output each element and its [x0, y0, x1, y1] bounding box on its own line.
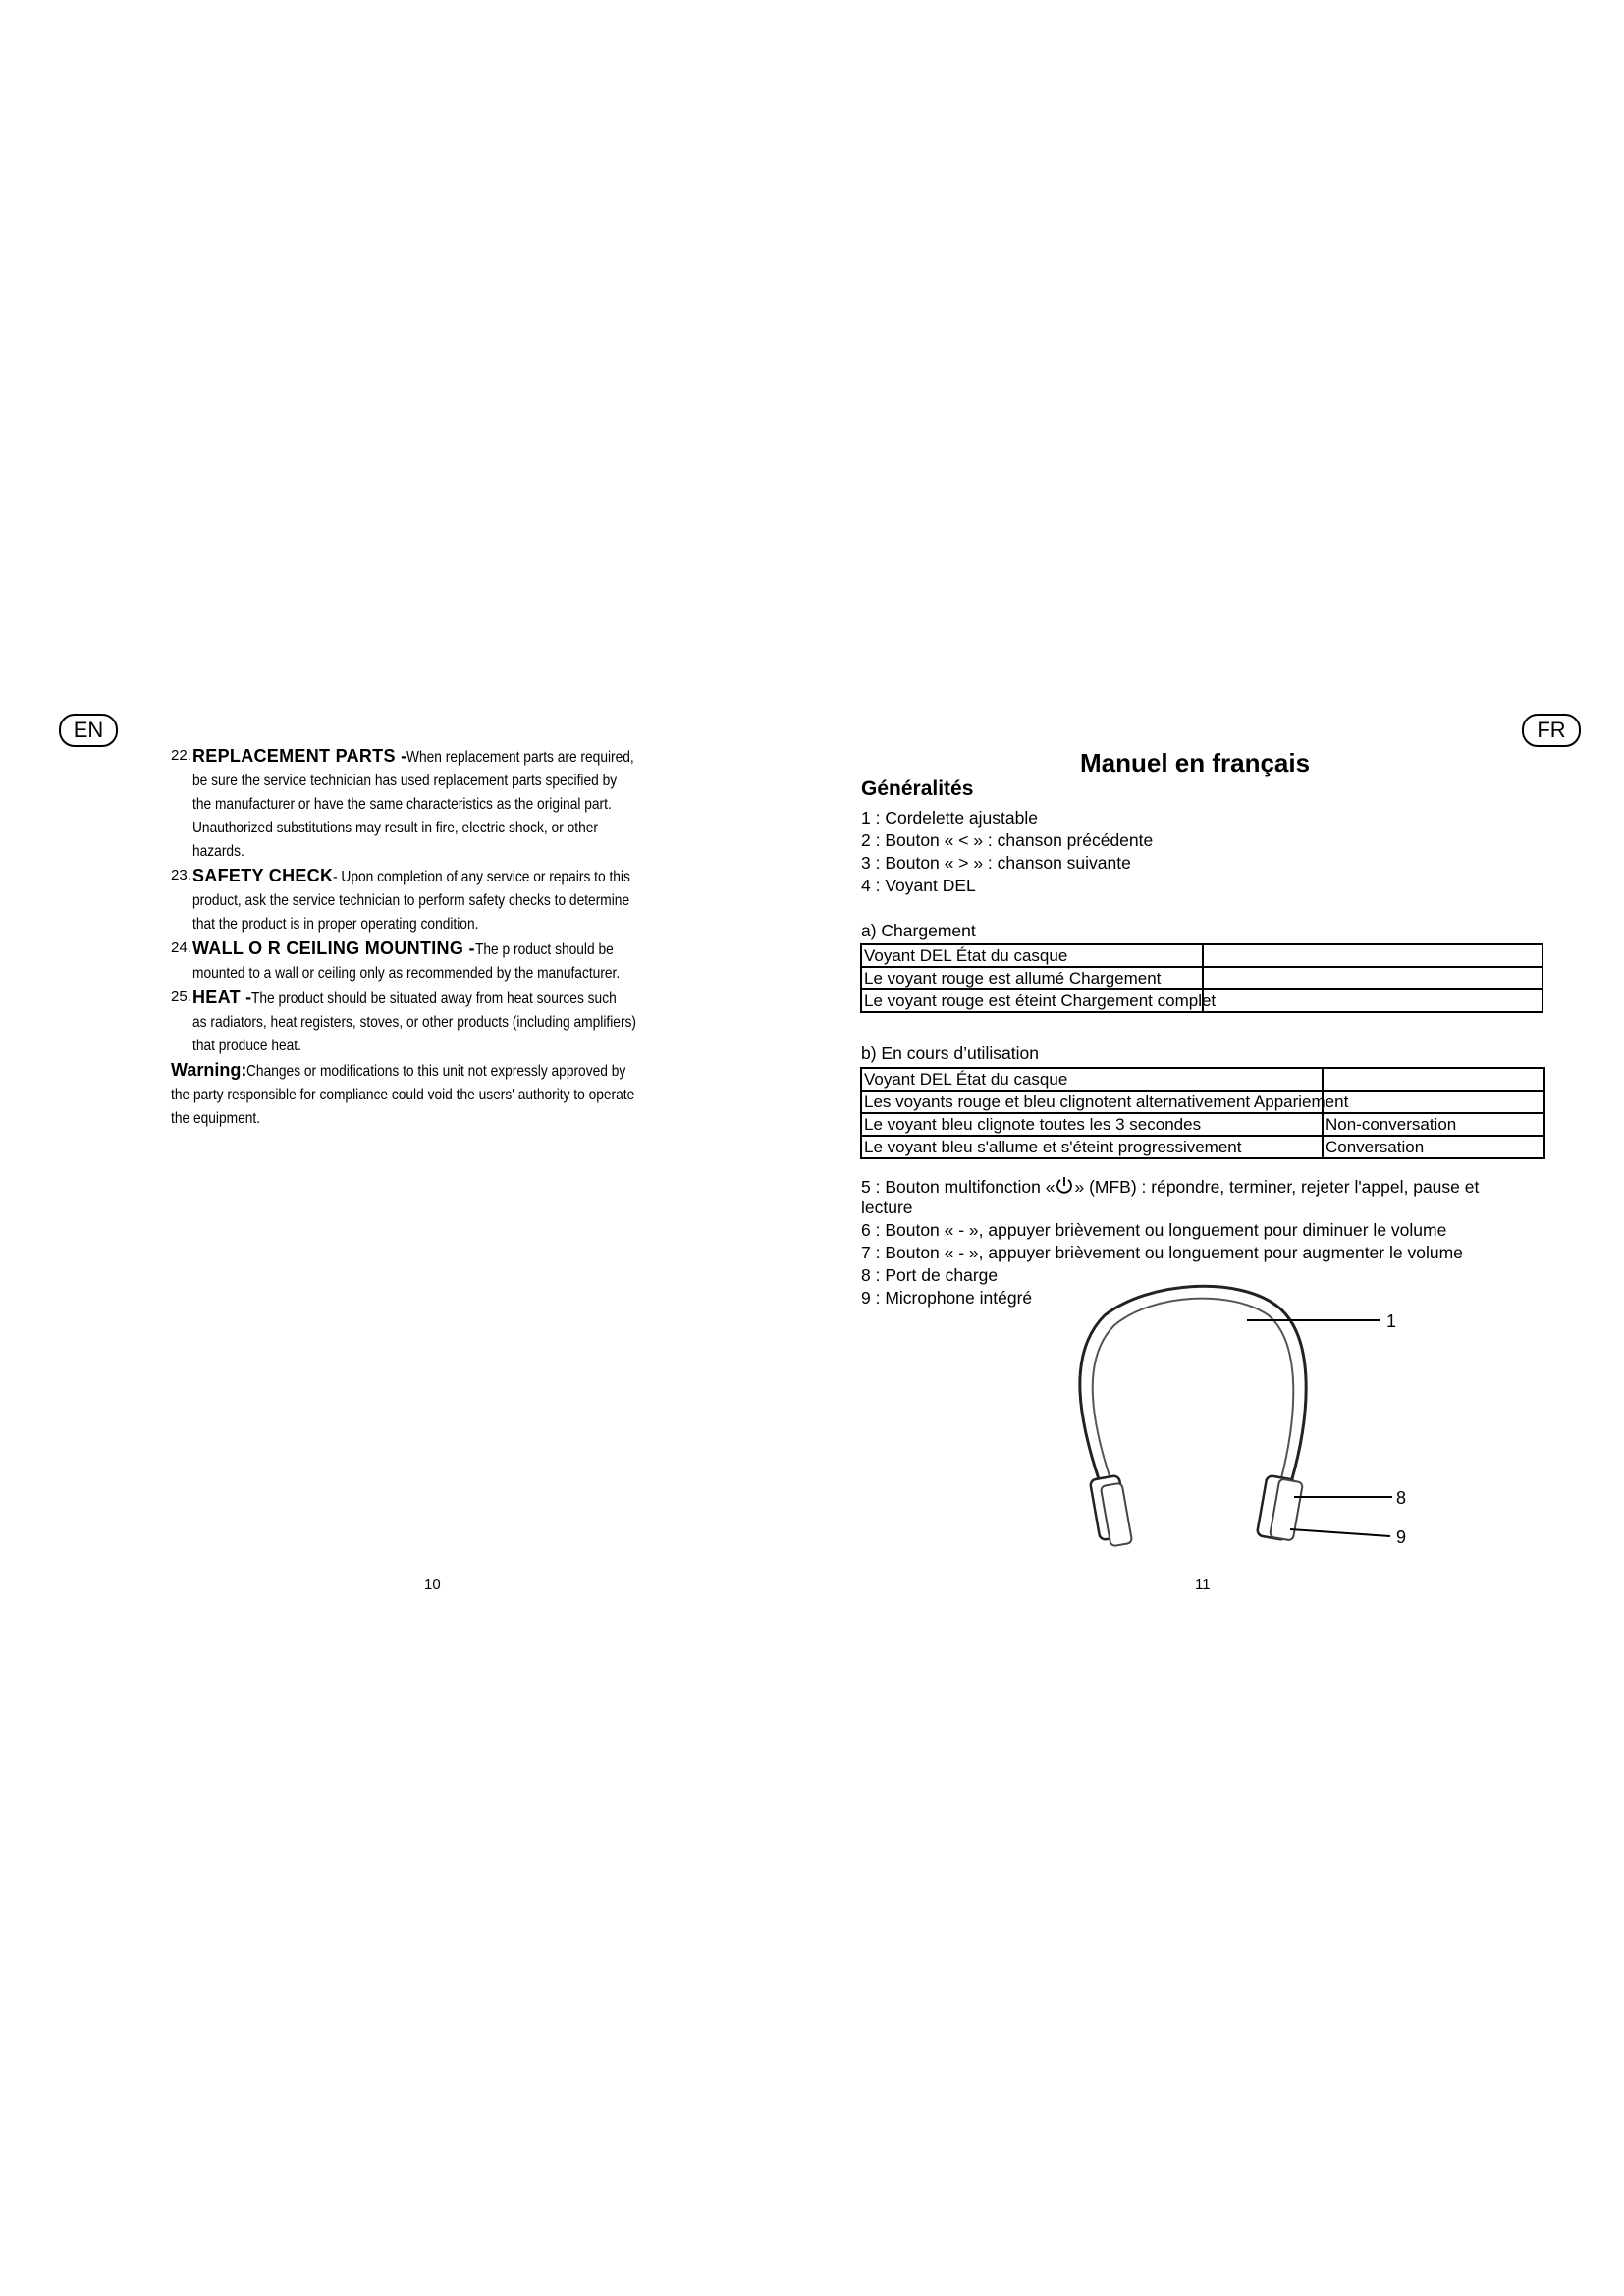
list-item-5-part-b: » (MFB) : répondre, terminer, rejeter l'appel, pause et	[1074, 1177, 1480, 1198]
in-use-cell	[1323, 1091, 1544, 1113]
list-item-7: 7 : Bouton « - », appuyer brièvement ou longuement pour augmenter le volume	[861, 1243, 1463, 1262]
page-number-left: 10	[424, 1576, 441, 1593]
safety-item-heading: REPLACEMENT PARTS -	[192, 746, 407, 766]
safety-item-row	[192, 889, 721, 913]
charging-cell: Voyant DEL État du casque	[861, 944, 1203, 967]
safety-item-heading: HEAT -	[192, 988, 252, 1007]
safety-item	[171, 864, 721, 936]
diagram-label-1: 1	[1386, 1311, 1397, 1331]
safety-item-row	[192, 817, 721, 840]
page-number-right: 11	[1195, 1576, 1211, 1593]
in-use-cell: Les voyants rouge et bleu clignotent alternativement Appariement	[861, 1091, 1323, 1113]
safety-item-row	[192, 840, 721, 864]
safety-item-row	[192, 936, 721, 962]
safety-item-line: Unauthorized substitutions may result in fire, electric shock, or other	[192, 820, 598, 836]
in-use-cell: Conversation	[1323, 1136, 1544, 1158]
safety-item-line: as radiators, heat registers, stoves, or other products (including amplifiers)	[192, 1014, 636, 1031]
safety-item-line: hazards.	[192, 843, 244, 860]
safety-item-heading: SAFETY CHECK	[192, 866, 334, 885]
safety-item	[171, 986, 721, 1058]
charging-cell: Le voyant rouge est éteint Chargement complet	[861, 989, 1203, 1012]
safety-item-number: 23.	[171, 867, 191, 883]
charging-cell: Le voyant rouge est allumé Chargement	[861, 967, 1203, 989]
in-use-cell: Le voyant bleu s'allume et s'éteint progressivement	[861, 1136, 1323, 1158]
safety-item-row	[192, 864, 721, 889]
power-icon	[1055, 1175, 1074, 1201]
list-item-9: 9 : Microphone intégré	[861, 1288, 1033, 1308]
headphone-diagram	[1041, 1276, 1434, 1551]
safety-item-row	[192, 793, 721, 817]
safety-item-line: mounted to a wall or ceiling only as recommended by the manufacturer.	[192, 965, 621, 982]
safety-item-row	[192, 1011, 721, 1035]
safety-item-row	[192, 962, 721, 986]
list-item-5-part-a: 5 : Bouton multifonction «	[861, 1177, 1056, 1198]
warning-line-2: the equipment.	[171, 1110, 261, 1127]
safety-item-row	[192, 770, 721, 793]
diagram-label-9: 9	[1396, 1527, 1407, 1547]
safety-item-row	[192, 744, 721, 770]
language-badge-fr: FR	[1522, 714, 1581, 747]
safety-item-line: that produce heat.	[192, 1038, 301, 1054]
safety-item	[171, 936, 721, 986]
safety-item	[171, 744, 721, 864]
in-use-cell: Le voyant bleu clignote toutes les 3 secondes	[861, 1113, 1323, 1136]
warning-paragraph	[171, 1058, 721, 1131]
in-use-cell: Voyant DEL État du casque	[861, 1068, 1323, 1091]
safety-item-number: 24.	[171, 939, 191, 956]
list-item-5	[861, 1175, 1479, 1201]
safety-item-line: that the product is in proper operating condition.	[192, 916, 479, 933]
list-item-1: 1 : Cordelette ajustable	[861, 808, 1038, 828]
safety-item-row	[192, 986, 721, 1011]
charging-cell	[1203, 944, 1543, 967]
language-badge-en: EN	[59, 714, 118, 747]
diagram-label-8: 8	[1396, 1488, 1407, 1508]
in-use-cell: Non-conversation	[1323, 1113, 1544, 1136]
list-item-6: 6 : Bouton « - », appuyer brièvement ou longuement pour diminuer le volume	[861, 1220, 1447, 1240]
left-page-content	[171, 744, 721, 1131]
safety-item-line: When replacement parts are required,	[406, 749, 635, 766]
safety-item-number: 25.	[171, 988, 191, 1005]
section-heading: Généralités	[861, 777, 974, 800]
list-item-4: 4 : Voyant DEL	[861, 876, 976, 895]
safety-item-line: product, ask the service technician to perform safety checks to determine	[192, 892, 630, 909]
safety-item-number: 22.	[171, 747, 191, 764]
safety-item-line: be sure the service technician has used replacement parts specified by	[192, 773, 618, 789]
warning-heading: Warning:	[171, 1060, 247, 1080]
list-item-3: 3 : Bouton « > » : chanson suivante	[861, 853, 1131, 873]
safety-item-line: The product should be situated away from heat sources such	[251, 990, 618, 1007]
manual-title: Manuel en français	[1080, 748, 1311, 777]
safety-item-line: - Upon completion of any service or repairs to this	[333, 869, 631, 885]
in-use-cell	[1323, 1068, 1544, 1091]
charging-cell	[1203, 989, 1543, 1012]
list-item-2: 2 : Bouton « < » : chanson précédente	[861, 830, 1154, 850]
safety-item-row	[192, 913, 721, 936]
charging-label: a) Chargement	[861, 921, 976, 940]
safety-item-row	[192, 1035, 721, 1058]
safety-item-line: The p roduct should be	[474, 941, 614, 958]
charging-table	[860, 943, 1543, 1013]
leader-line-9	[1290, 1529, 1390, 1536]
warning-line-1: the party responsible for compliance could void the users' authority to operate	[171, 1087, 635, 1103]
charging-cell	[1203, 967, 1543, 989]
safety-item-line: the manufacturer or have the same characteristics as the original part.	[192, 796, 612, 813]
in-use-table	[860, 1067, 1545, 1159]
list-item-5-cont: lecture	[861, 1198, 913, 1217]
list-item-8: 8 : Port de charge	[861, 1265, 999, 1285]
warning-line-0: Changes or modifications to this unit not expressly approved by	[246, 1063, 626, 1080]
in-use-label: b) En cours d’utilisation	[861, 1043, 1039, 1063]
safety-item-heading: WALL O R CEILING MOUNTING -	[192, 938, 475, 958]
